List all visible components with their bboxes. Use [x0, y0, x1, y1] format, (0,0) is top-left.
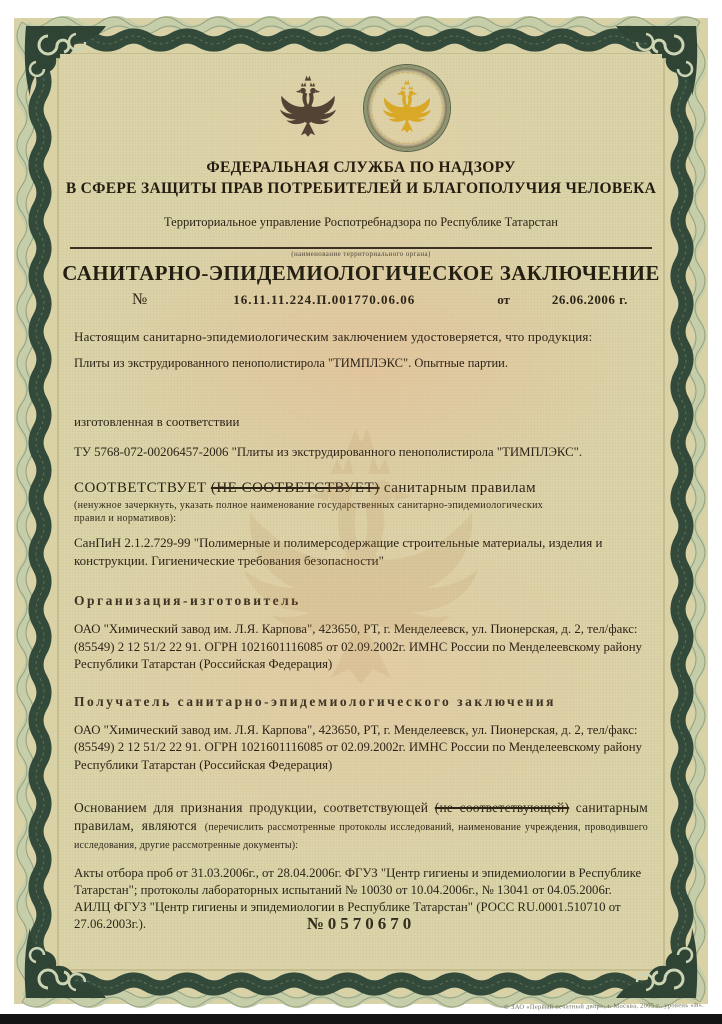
emblem-row: [60, 54, 662, 154]
conforms-text: СООТВЕТСТВУЕТ: [74, 480, 207, 497]
recipient-heading: Получатель санитарно-эпидемиологического заключения: [74, 694, 556, 710]
conformity-line: [74, 478, 648, 498]
territorial-body: Территориальное управление Роспотребнадзора по Республике Татарстан: [164, 214, 558, 229]
number-label: №: [132, 290, 148, 308]
technical-conditions: ТУ 5768-072-00206457-2006 "Плиты из экструдированного пенополистирола "ТИМПЛЭКС".: [74, 444, 583, 459]
sanpin-reference: СанПиН 2.1.2.729-99 "Полимерные и полимерсодержащие строительные материалы, изделия и конструкции. Гигиенические требования безопасности": [74, 535, 603, 568]
conformity-note: (ненужное зачеркнуть, указать полное наименование государственных санитарно-эпидемиологических правил и нормативов):: [74, 500, 544, 525]
basis-pre: Основанием для признания продукции, соответствующей: [74, 800, 429, 816]
product-name: Плиты из экструдированного пенополистирола "ТИМПЛЭКС". Опытные партии.: [74, 356, 508, 371]
hologram-seal-icon: [364, 65, 450, 151]
printer-info: © ЗАО «Первый печатный двор», г. Москва, 2005 г., уровень «В».: [503, 1001, 705, 1012]
basis-struck-text: (не соответствующей): [434, 800, 570, 816]
coat-of-arms-eagle-icon: [272, 66, 344, 150]
recipient-details: ОАО "Химический завод им. Л.Я. Карпова", 423650, РТ, г. Менделеевск, ул. Пионерская, д. 2, тел/факс: (85549) 2 12 51/2 22 91. ОГРН 1021601116085 от 02.09.2002г. ИМНС России по Менделеевскому району Республики Татарстан (Российская Федерация): [74, 723, 643, 772]
blank-serial-number: №0570670: [306, 914, 416, 933]
agency-line1: ФЕДЕРАЛЬНАЯ СЛУЖБА ПО НАДЗОРУ: [206, 159, 516, 176]
hologram-eagle-icon: [376, 77, 438, 139]
agency-line2: В СФЕРЕ ЗАЩИТЫ ПРАВ ПОТРЕБИТЕЛЕЙ И БЛАГОПОЛУЧИЯ ЧЕЛОВЕКА: [65, 179, 657, 197]
certificate-date: 26.06.2006 г.: [551, 291, 628, 307]
made-in-accordance-label: изготовленная в соответствии: [74, 414, 240, 430]
not-conforms-struck-text: (НЕ СООТВЕТСТВУЕТ): [210, 480, 380, 497]
of-label: от: [497, 291, 510, 307]
scan-edge-bottom: [0, 1014, 722, 1024]
document-title: САНИТАРНО-ЭПИДЕМИОЛОГИЧЕСКОЕ ЗАКЛЮЧЕНИЕ: [62, 260, 660, 285]
header-rule: [70, 247, 652, 249]
agency-name: [60, 158, 662, 200]
manufacturer-details: ОАО "Химический завод им. Л.Я. Карпова", 423650, РТ, г. Менделеевск, ул. Пионерская, д. 2, тел/факс: (85549) 2 12 51/2 22 91. ОГРН 1021601116085 от 02.09.2002г. ИМНС России по Менделеевскому району Республики Татарстан (Российская Федерация): [74, 622, 643, 671]
conformity-suffix: санитарным правилам: [383, 480, 537, 497]
certificate-body: [60, 54, 662, 966]
basis-post: санитарным правилам, являются: [74, 800, 649, 834]
manufacturer-heading: Организация-изготовитель: [74, 593, 301, 609]
basis-note: (перечислить рассмотренные протоколы исследований, наименование учреждения, проводившего исследования, другие рассмотренные документы):: [74, 822, 648, 852]
basis-paragraph: [74, 799, 648, 854]
number-row: [60, 291, 662, 309]
certify-statement: Настоящим санитарно-эпидемиологическим заключением удостоверяется, что продукция:: [74, 328, 593, 344]
basis-documents: Акты отбора проб от 31.03.2006г., от 28.04.2006г. ФГУЗ "Центр гигиены и эпидемиологии в Республике Татарстан"; протоколы лабораторных испытаний № 10030 от 10.04.2006г., № 13041 от 04.05.2006г. АИЛЦ ФГУЗ "Центр гигиены и эпидемиологии в Республике Татарстан" (РОСС RU.0001.510710 от 27.06.2003г.).: [74, 865, 642, 932]
territorial-caption: (наименование территориального органа): [291, 249, 431, 258]
certificate-number: 16.11.11.224.П.001770.06.06: [233, 291, 416, 307]
